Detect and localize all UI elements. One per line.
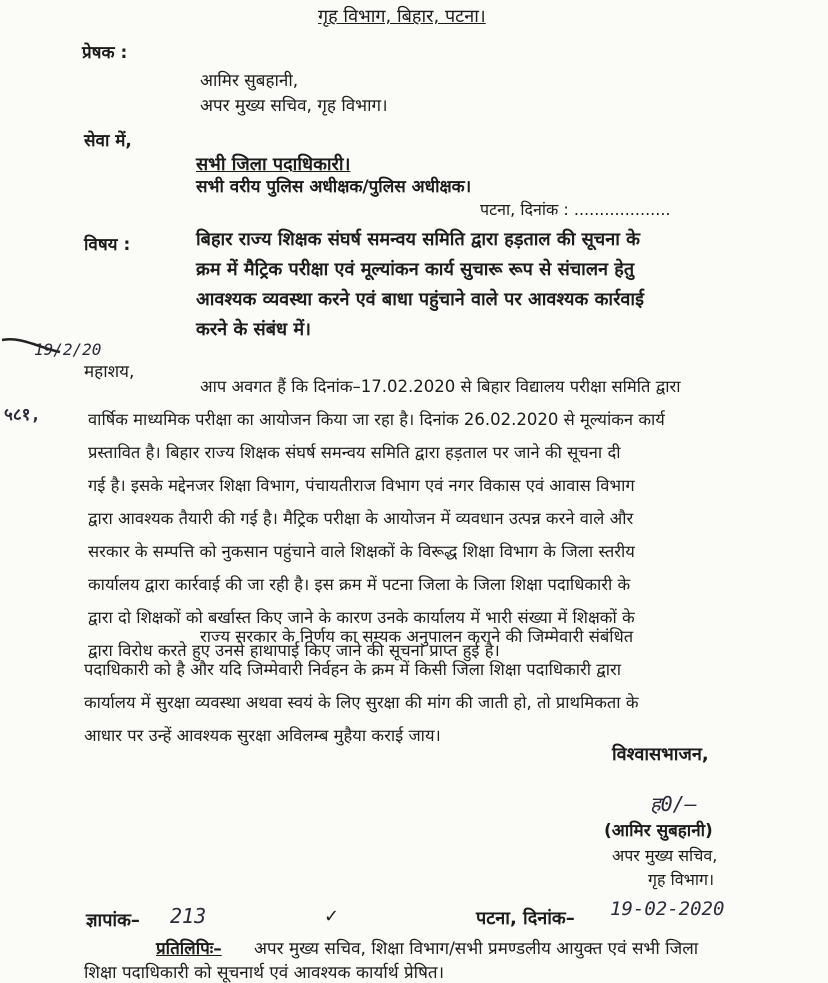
recipient-label: सेवा में, (84, 131, 132, 151)
copy-text: अपर मुख्य सचिव, शिक्षा विभाग/सभी प्रमण्डलीय आयुक्त एवं सभी जिला (254, 939, 699, 959)
recipient-line-2: सभी वरीय पुलिस अधीक्षक/पुलिस अधीक्षक। (196, 177, 472, 197)
recipient-line-1: सभी जिला पदाधिकारी। (196, 154, 351, 175)
body-line: आधार पर उन्हें आवश्यक सुरक्षा अविलम्ब मुहैया कराई जाय। (84, 726, 441, 745)
subject-text (196, 225, 644, 345)
body-line: राज्य सरकार के निर्णय का सम्यक अनुपालन कराने की जिम्मेवारी संबंधित (200, 627, 634, 646)
signatory-name: (आमिर सुबहानी) (604, 821, 713, 841)
body-line: कार्यालय द्वारा कार्रवाई की जा रही है। इस क्रम में पटना जिला के जिला शिक्षा पदाधिकारी के (88, 575, 631, 594)
salutation: महाशय, (84, 362, 135, 382)
body-line: द्वारा विरोध करते हुए उनसे हाथापाई किए जाने की सूचना प्राप्त हुई है। (88, 641, 500, 660)
copy-text-continued: शिक्षा पदाधिकारी को सूचनार्थ एवं आवश्यक कार्यार्थ प्रेषित। (84, 963, 445, 983)
body-line: आप अवगत हैं कि दिनांक–17.02.2020 से बिहार विद्यालय परीक्षा समिति द्वारा (200, 377, 681, 396)
closing: विश्वासभाजन, (612, 744, 709, 765)
margin-number-note: ५८१, (4, 405, 41, 425)
body-line: गई है। इसके मद्देनजर शिक्षा विभाग, पंचायतीराज विभाग एवं नगर विकास एवं आवास विभाग (88, 476, 635, 495)
memo-label: ज्ञापांक– (86, 910, 140, 931)
subject-line: आवश्यक व्यवस्था करने एवं बाधा पहुंचाने वाले पर आवश्यक कार्रवाई (196, 289, 644, 310)
signatory-designation: अपर मुख्य सचिव, (612, 846, 718, 865)
subject-line: क्रम में मैट्रिक परीक्षा एवं मूल्यांकन कार्य सुचारू रूप से संचालन हेतु (196, 259, 635, 280)
department-header: गृह विभाग, बिहार, पटना। (318, 6, 486, 27)
date-line: पटना, दिनांक : ................... (480, 200, 671, 219)
memo-date-label: पटना, दिनांक– (476, 908, 575, 929)
sender-name: आमिर सुबहानी, (200, 71, 299, 91)
memo-date-value: 19-02-2020 (610, 898, 725, 920)
body-line: द्वारा आवश्यक तैयारी की गई है। मैट्रिक परीक्षा के आयोजन में व्यवधान उत्पन्न करने वाले और (88, 509, 634, 528)
sender-designation: अपर मुख्य सचिव, गृह विभाग। (200, 96, 388, 116)
body-paragraph-2 (84, 620, 784, 752)
body-line: प्रस्तावित है। बिहार राज्य शिक्षक संघर्ष समन्वय समिति द्वारा हड़ताल पर जाने की सूचना दी (88, 443, 621, 462)
body-line: द्वारा दो शिक्षकों को बर्खास्त किए जाने के कारण उनके कार्यालय में भारी संख्या में शिक्षकों के (88, 608, 635, 627)
body-line: वार्षिक माध्यमिक परीक्षा का आयोजन किया जा रहा है। दिनांक 26.02.2020 से मूल्यांकन कार्य (88, 410, 665, 429)
memo-number: 213 (170, 904, 207, 928)
subject-label: विषय : (84, 235, 131, 255)
body-line: पदाधिकारी को है और यदि जिम्मेवारी निर्वहन के क्रम में किसी जिला शिक्षा पदाधिकारी द्वारा (84, 660, 622, 679)
body-line: सरकार के सम्पत्ति को नुकसान पहुंचाने वाले शिक्षकों के विरूद्ध शिक्षा विभाग के जिला स्तरीय (88, 542, 635, 561)
signature-mark: ह0/– (650, 792, 697, 816)
sender-label: प्रेषक : (82, 43, 128, 63)
margin-date-note: 19/2/20 (34, 340, 102, 359)
subject-line: बिहार राज्य शिक्षक संघर्ष समन्वय समिति द्वारा हड़ताल की सूचना के (196, 229, 640, 250)
copy-label: प्रतिलिपिः– (156, 939, 222, 959)
signatory-department: गृह विभाग। (648, 870, 715, 889)
subject-line: करने के संबंध में। (196, 319, 311, 340)
tick-mark: ✓ (324, 906, 340, 927)
body-line: कार्यालय में सुरक्षा व्यवस्था अथवा स्वयं के लिए सुरक्षा की मांग की जाती हो, तो प्राथमिकता के (84, 693, 639, 712)
